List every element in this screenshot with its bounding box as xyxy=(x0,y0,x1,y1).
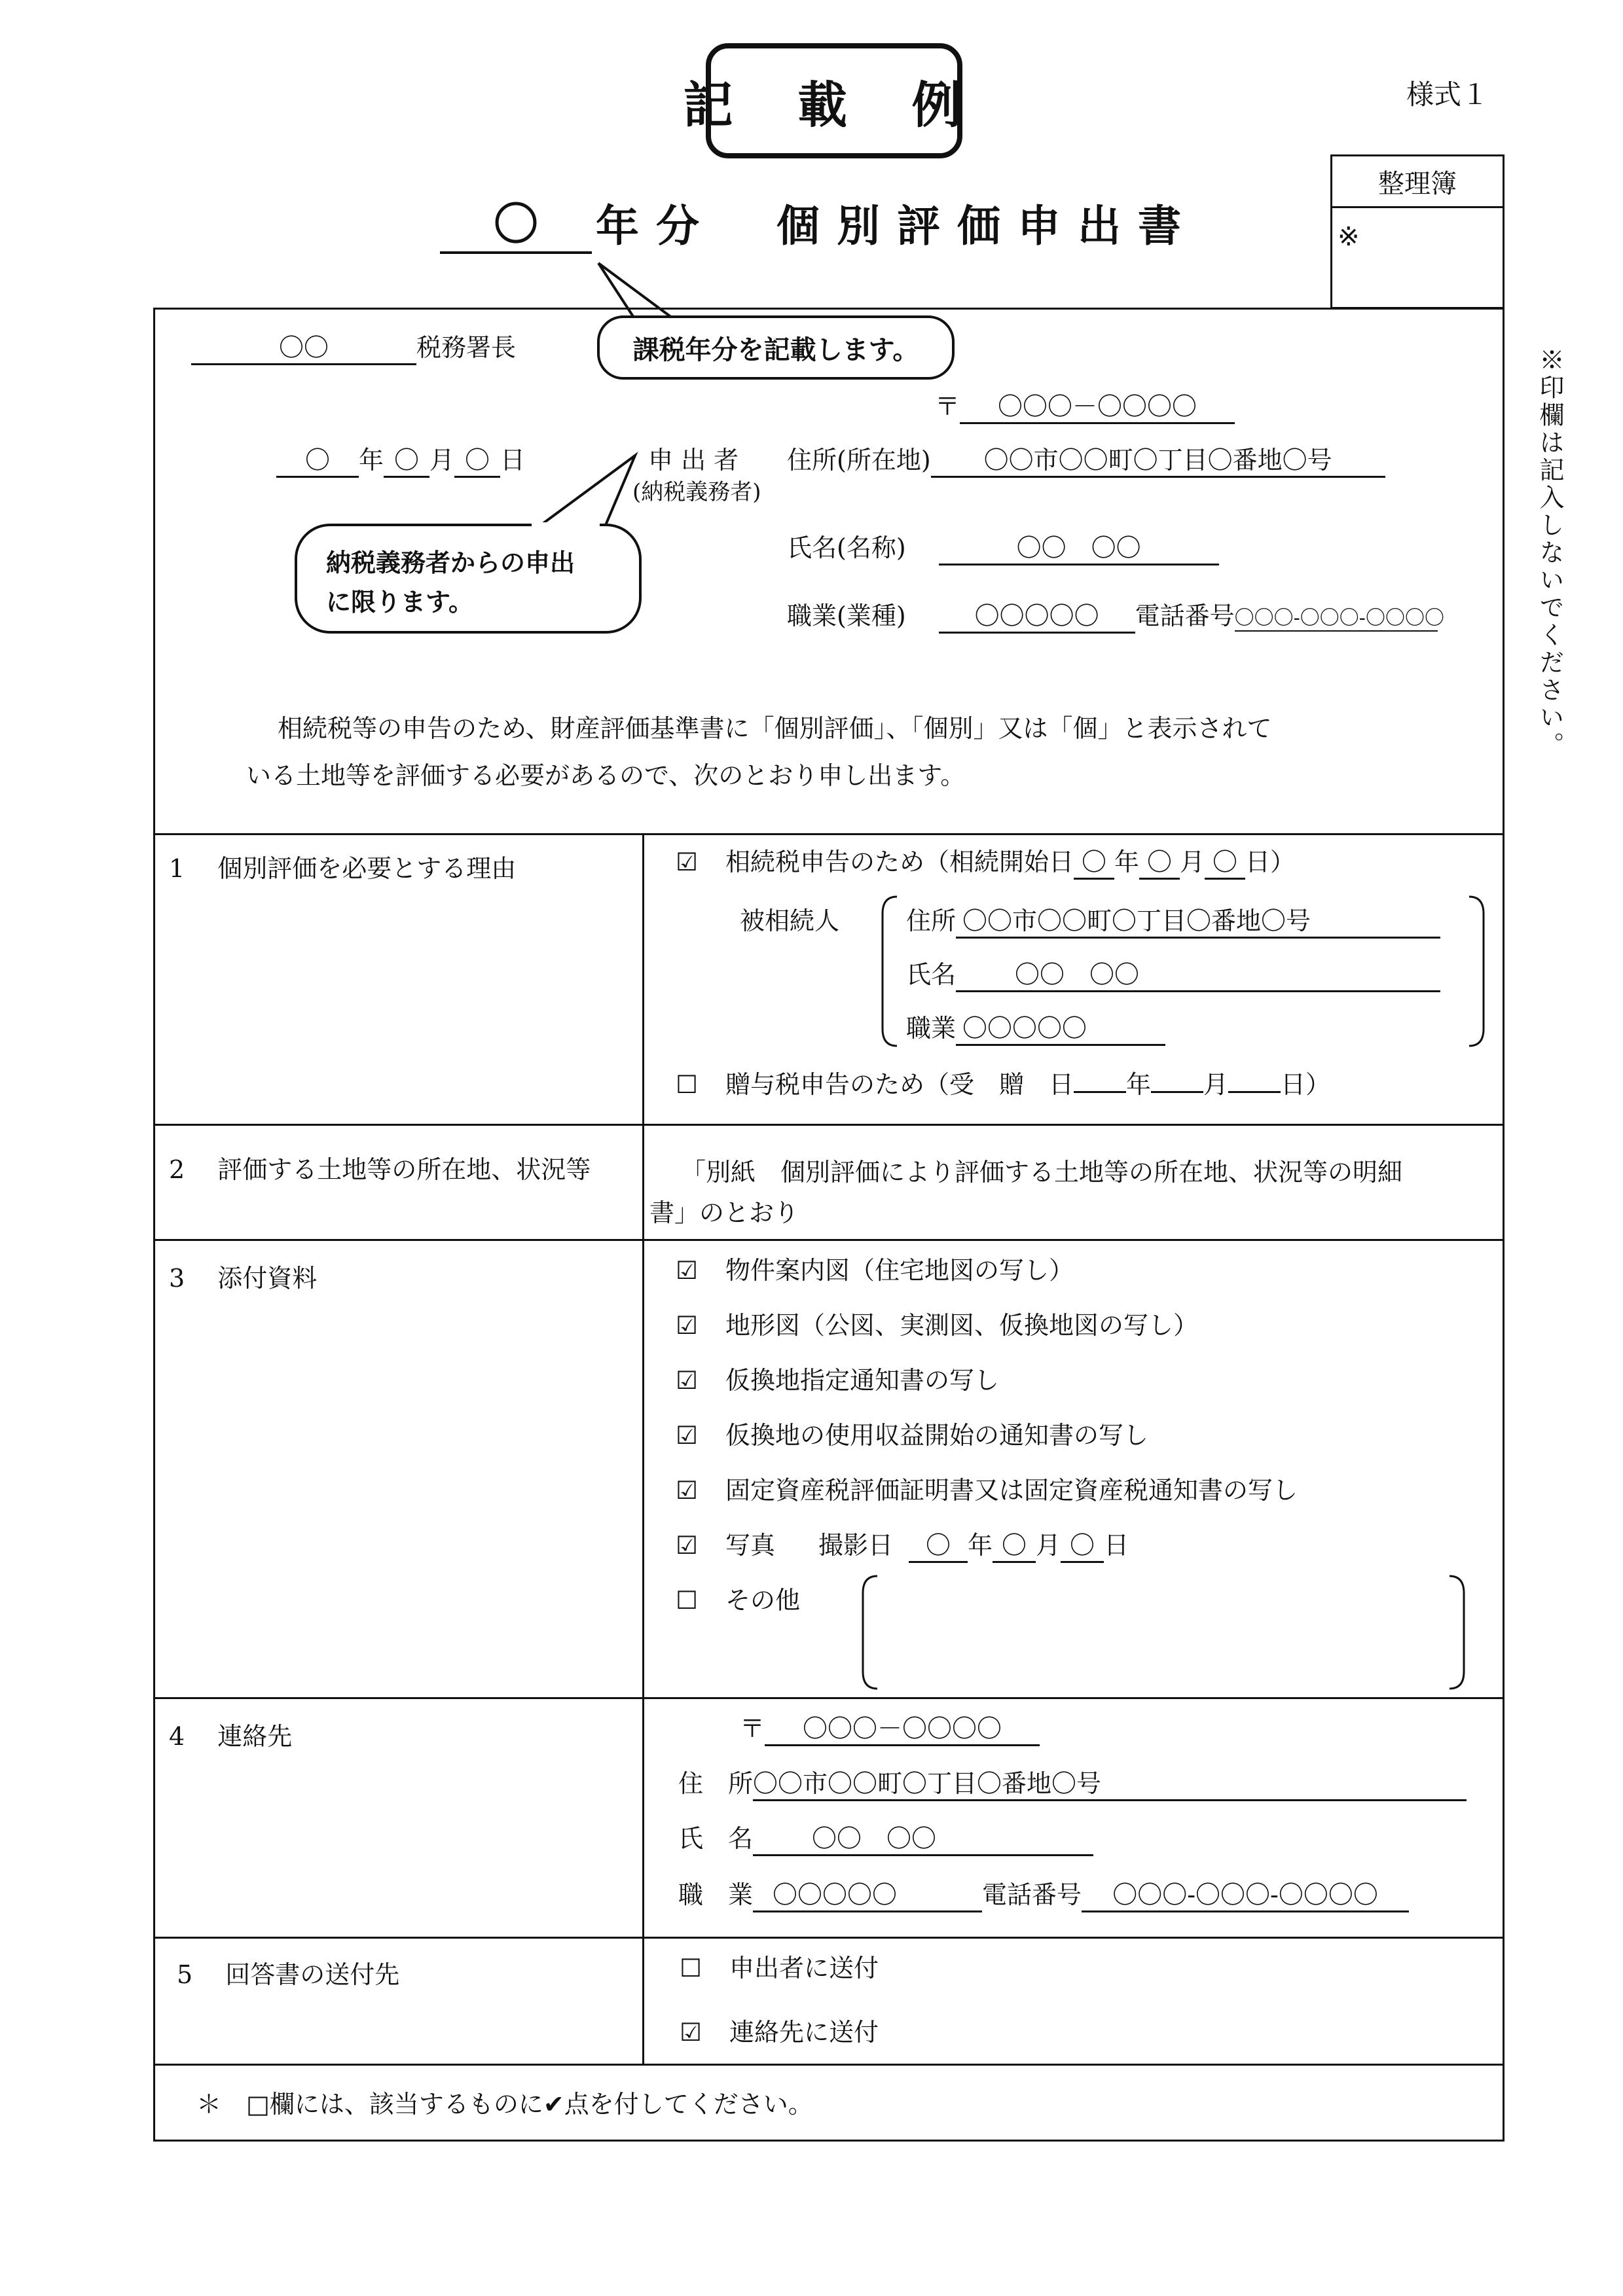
other-checkbox[interactable]: ☐ xyxy=(675,1586,699,1615)
tax-office-suffix: 税務署長 xyxy=(416,333,517,362)
attachment-item xyxy=(674,1470,1298,1506)
decedent-occupation-line xyxy=(906,1008,1165,1046)
taxpayer-callout xyxy=(295,524,642,634)
photo-day: 〇 xyxy=(1061,1525,1104,1563)
callout-join xyxy=(532,522,600,528)
applicant-address: 〇〇市〇〇町〇丁目〇番地〇号 xyxy=(931,440,1385,478)
inheritance-year: 〇 xyxy=(1074,842,1114,880)
occupation-label: 職業(業種) xyxy=(787,601,906,630)
address-label: 住所(所在地) xyxy=(787,446,931,475)
section4-label: 4 連絡先 xyxy=(169,1722,293,1751)
attachment-item xyxy=(674,1360,999,1396)
attachment-text: 地形図（公図、実測図、仮換地図の写し） xyxy=(725,1311,1199,1340)
send-to-applicant-checkbox[interactable]: ☐ xyxy=(679,1954,702,1982)
contact-postal-mark: 〒 xyxy=(740,1714,765,1743)
contact-phone: 〇〇〇-〇〇〇-〇〇〇〇 xyxy=(1082,1874,1409,1912)
photo-month-label: 月 xyxy=(1036,1531,1061,1560)
row-divider xyxy=(155,1124,1503,1126)
ledger-mark: ※ xyxy=(1338,222,1360,252)
attachment-text: 固定資産税評価証明書又は固定資産税通知書の写し xyxy=(725,1476,1298,1505)
tax-office-name: 〇〇 xyxy=(191,327,416,365)
contact-postal-code: 〇〇〇－〇〇〇〇 xyxy=(765,1708,1040,1746)
gift-day-label: 日） xyxy=(1281,1070,1331,1099)
photo-year: 〇 xyxy=(909,1525,968,1563)
other-bracket[interactable] xyxy=(858,1573,1473,1694)
row-divider xyxy=(155,2064,1503,2066)
attachment-text: 仮換地の使用収益開始の通知書の写し xyxy=(725,1421,1149,1450)
contact-occupation-label: 職 業 xyxy=(678,1880,754,1909)
year-callout: 課税年分を記載します。 xyxy=(597,315,955,380)
phone-label: 電話番号 xyxy=(1135,601,1235,630)
statement-line1: 相続税等の申告のため、財産評価基準書に「個別評価」、「個別」又は「個」と表示されて xyxy=(278,714,1272,743)
decedent-address: 〇〇市〇〇町〇丁目〇番地〇号 xyxy=(956,901,1440,939)
row-divider xyxy=(155,833,1503,835)
photo-day-label: 日 xyxy=(1104,1531,1129,1560)
photo-label: 写真 xyxy=(725,1531,776,1560)
postal-mark: 〒 xyxy=(935,392,960,421)
statement-line2: いる土地等を評価する必要があるので、次のとおり申し出ます。 xyxy=(246,761,966,790)
section2-label: 2 評価する土地等の所在地、状況等 xyxy=(169,1155,591,1184)
other-item xyxy=(674,1580,800,1616)
taxpayer-callout-line2: に限ります。 xyxy=(326,588,473,617)
gift-year-label: 年 xyxy=(1126,1070,1152,1099)
section5-label: 5 回答書の送付先 xyxy=(177,1960,400,1989)
attachment-checkbox[interactable]: ☑ xyxy=(675,1476,699,1505)
date-month-label: 月 xyxy=(429,446,455,475)
date-month: 〇 xyxy=(384,440,429,478)
attachment-item xyxy=(674,1250,1074,1286)
contact-name-line xyxy=(678,1818,1093,1856)
applicant-phone: 〇〇〇-〇〇〇-〇〇〇〇 xyxy=(1235,601,1438,632)
inheritance-month-label: 月 xyxy=(1180,848,1205,876)
inheritance-year-label: 年 xyxy=(1114,848,1140,876)
inheritance-text: 相続税申告のため（相続開始日 xyxy=(725,848,1074,876)
contact-name: 〇〇 〇〇 xyxy=(753,1818,1093,1856)
attachment-item xyxy=(674,1305,1198,1341)
attachment-text: 物件案内図（住宅地図の写し） xyxy=(725,1256,1074,1285)
row-divider xyxy=(155,1239,1503,1241)
applicant-label: 申 出 者 xyxy=(648,446,739,475)
contact-address: 〇〇市〇〇町〇丁目〇番地〇号 xyxy=(753,1763,1467,1801)
applicant-address-line xyxy=(787,440,1385,478)
row-divider xyxy=(155,1937,1503,1939)
gift-month-label: 月 xyxy=(1203,1070,1229,1099)
applicant-occupation: 〇〇〇〇〇 xyxy=(939,596,1135,634)
contact-name-label: 氏 名 xyxy=(678,1824,754,1853)
inheritance-day-label: 日） xyxy=(1245,848,1296,876)
date-day: 〇 xyxy=(454,440,500,478)
decedent-label: 被相続人 xyxy=(740,906,840,935)
name-label: 氏名(名称) xyxy=(787,533,906,562)
example-stamp: 記 載 例 xyxy=(706,43,962,158)
footer-note: ＊ □欄には、該当するものに✔点を付してください。 xyxy=(196,2090,813,2119)
decedent-occupation: 〇〇〇〇〇 xyxy=(956,1008,1165,1046)
applicant-postal-code: 〇〇〇－〇〇〇〇 xyxy=(960,386,1235,424)
title-year: 〇 xyxy=(440,199,592,254)
taxpayer-callout-line1: 納税義務者からの申出 xyxy=(326,548,575,577)
column-divider xyxy=(642,833,644,2065)
tax-office-line xyxy=(191,327,516,365)
section2-line2: 書」のとおり xyxy=(649,1198,799,1227)
attachment-checkbox[interactable]: ☑ xyxy=(675,1256,699,1285)
decedent-name-line xyxy=(906,954,1440,992)
gift-checkbox[interactable]: ☐ xyxy=(675,1070,699,1099)
send-to-contact-checkbox[interactable]: ☑ xyxy=(679,2018,702,2047)
photo-date-label: 撮影日 xyxy=(818,1531,894,1560)
gift-text: 贈与税申告のため（受 贈 日 xyxy=(725,1070,1074,1099)
form-number: 様式１ xyxy=(1406,79,1489,111)
ledger-box xyxy=(1330,154,1504,309)
photo-month: 〇 xyxy=(993,1525,1036,1563)
decedent-address-label: 住所 xyxy=(906,906,957,935)
decedent-name-label: 氏名 xyxy=(906,960,957,989)
decedent-name: 〇〇 〇〇 xyxy=(956,954,1440,992)
side-note: ※印欄は記入しないでください。 xyxy=(1535,347,1564,759)
applicant-sublabel: (納税義務者) xyxy=(632,479,761,505)
attachment-checkbox[interactable]: ☑ xyxy=(675,1421,699,1450)
row-divider xyxy=(155,1697,1503,1699)
send-to-contact-option xyxy=(678,2012,879,2048)
section1-label: 1 個別評価を必要とする理由 xyxy=(169,854,517,883)
contact-phone-label: 電話番号 xyxy=(982,1880,1082,1909)
inheritance-month: 〇 xyxy=(1139,842,1180,880)
photo-item xyxy=(674,1525,1129,1563)
applicant-postal-line xyxy=(935,386,1235,424)
inheritance-checkbox[interactable]: ☑ xyxy=(675,848,699,876)
applicant-occupation-line xyxy=(787,596,1444,634)
other-label: その他 xyxy=(725,1586,801,1615)
contact-postal-line xyxy=(740,1708,1040,1746)
applicant-name: 〇〇 〇〇 xyxy=(939,528,1219,565)
send-to-applicant-option xyxy=(678,1948,879,1984)
send-to-applicant-text: 申出者に送付 xyxy=(729,1954,879,1982)
section2-line1: 「別紙 個別評価により評価する土地等の所在地、状況等の明細 xyxy=(681,1158,1403,1187)
inheritance-day: 〇 xyxy=(1205,842,1245,880)
decedent-address-line xyxy=(906,901,1440,939)
section3-label: 3 添付資料 xyxy=(169,1264,318,1293)
contact-occupation: 〇〇〇〇〇 xyxy=(753,1874,982,1912)
photo-checkbox[interactable]: ☑ xyxy=(675,1531,699,1560)
attachment-checkbox[interactable]: ☑ xyxy=(675,1311,699,1340)
inheritance-option xyxy=(674,842,1295,880)
contact-occupation-line xyxy=(678,1874,1409,1912)
date-year: 〇 xyxy=(276,440,359,478)
attachment-checkbox[interactable]: ☑ xyxy=(675,1366,699,1395)
applicant-name-line xyxy=(787,528,1219,565)
send-to-contact-text: 連絡先に送付 xyxy=(729,2018,879,2047)
attachment-item xyxy=(674,1415,1148,1451)
page-title: 年分 個別評価申出書 xyxy=(596,201,1198,251)
date-year-label: 年 xyxy=(359,446,384,475)
attachment-text: 仮換地指定通知書の写し xyxy=(725,1366,1000,1395)
contact-address-line xyxy=(678,1763,1467,1801)
ledger-label: 整理簿 xyxy=(1332,156,1503,208)
contact-address-label: 住 所 xyxy=(678,1769,754,1798)
date-day-label: 日 xyxy=(500,446,526,475)
photo-year-label: 年 xyxy=(968,1531,993,1560)
gift-option xyxy=(674,1064,1330,1100)
decedent-occupation-label: 職業 xyxy=(906,1014,957,1043)
